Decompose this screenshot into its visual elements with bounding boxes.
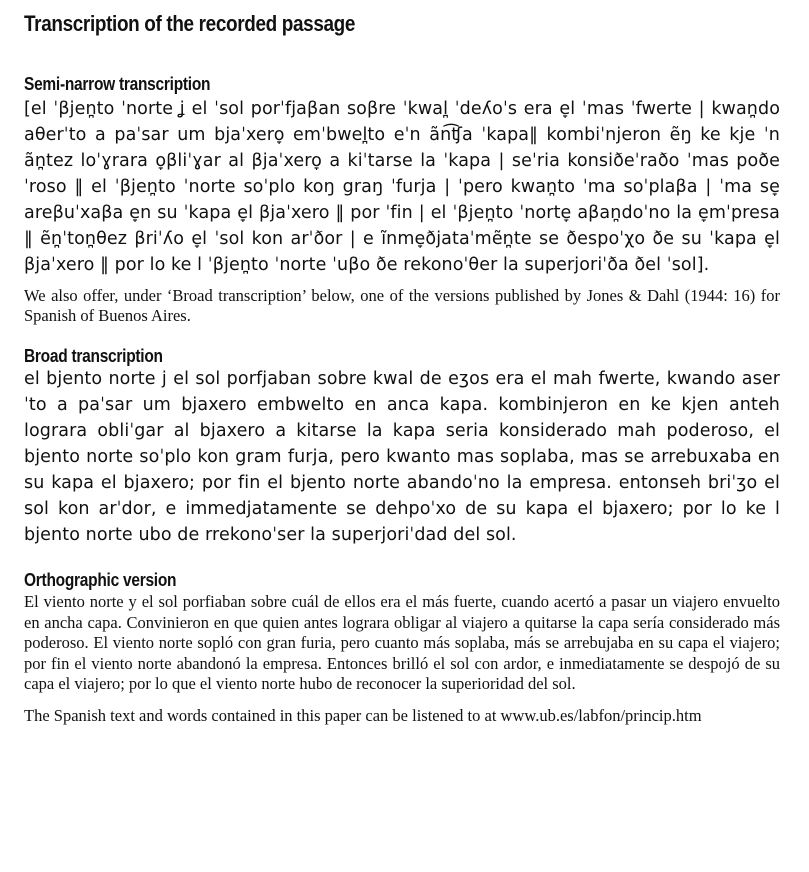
orthographic-text: El viento norte y el sol porfiaban sobre cuál de ellos era el más fuerte, cuando acertó a pasar un viajero envuelto en ancha capa. Convinieron en que quien antes lograra obligar al viajero a quitarse la capa sería considerado más poderoso. El viento norte sopló con gran furia, pero cuanto más soplaba, más se arrebujaba en su capa el viajero; por fin el viento norte abandonó la empresa. Entonces brilló el sol con ardor, e inmediatamente se despojó de su capa el viajero; por lo que el viento norte hubo de reconocer la superioridad del sol. [24, 592, 780, 693]
paper-page [24, 10, 780, 726]
semi-narrow-transcription: [el ˈβjen̪to ˈnorte ʝ el ˈsol porˈfjaβan soβre ˈkwal̪ ˈdeʎoˈs era e̞l ˈmas ˈfwerte | kwan̪do aθerˈto a paˈsar um bjaˈxero̞ emˈbwel̪to eˈn ãn͡ʧa ˈkapa‖ kombiˈnjeron ẽŋ ke kje ˈn ãn̪tez loˈɣrara o̞βliˈɣar al βjaˈxero̞ a kiˈtarse la ˈkapa | seˈria konsiðeˈraðo ˈmas poðeˈroso ‖ el ˈβjen̪to ˈnorte soˈplo koŋ graŋ ˈfurja | ˈpero kwan̪to ˈma soˈplaβa | ˈma se̞ areβuˈxaβa e̞n su ˈkapa e̞l βjaˈxero ‖ por ˈfin | el ˈβjen̪to ˈnorte̞ aβan̪doˈno la e̞mˈpresa ‖ ẽn̪ˈton̪θez βriˈʎo e̞l ˈsol kon arˈðor | e ĩnme̞ðjataˈmẽn̪te se ðespoˈχo ðe su ˈkapa e̞l βjaˈxero ‖ por lo ke l ˈβjen̪to ˈnorte ˈuβo ðe rekonoˈθer la superjoriˈða ðel ˈsol]. [24, 99, 780, 275]
semi-narrow-heading: Semi-narrow transcription [24, 74, 211, 94]
orthographic-heading: Orthographic version [24, 570, 177, 590]
broad-heading: Broad transcription [24, 346, 163, 366]
broad-transcription-note: We also offer, under ‘Broad transcription’ below, one of the versions published by Jones & Dahl (1944: 16) for Spanish of Buenos Aires. [24, 286, 780, 325]
audio-source-note: The Spanish text and words contained in this paper can be listened to at www.ub.es/labfon/princip.htm [24, 705, 702, 725]
section-title: Transcription of the recorded passage [24, 11, 356, 36]
broad-transcription: el bjento norte j el sol porfjaban sobre kwal de eʒos era el mah fwerte, kwando aserˈto a paˈsar um bjaxero embwelto en anca kapa. kombinjeron en ke kjen anteh lograra obliˈgar al bjaxero a kitarse la kapa seria konsiderado mah poderoso, el bjento norte soˈplo kon gram furja, pero kwanto mas soplaba, mas se arrebuxaba en su kapa el bjaxero; por fin el bjento norte abandoˈno la empresa. entonseh briˈʒo el sol kon arˈdor, e immedjatamente se dehpoˈxo de su kapa el bjaxero; por lo ke l bjento norte ubo de rrekonoˈser la superjoriˈdad del sol. [24, 369, 780, 545]
